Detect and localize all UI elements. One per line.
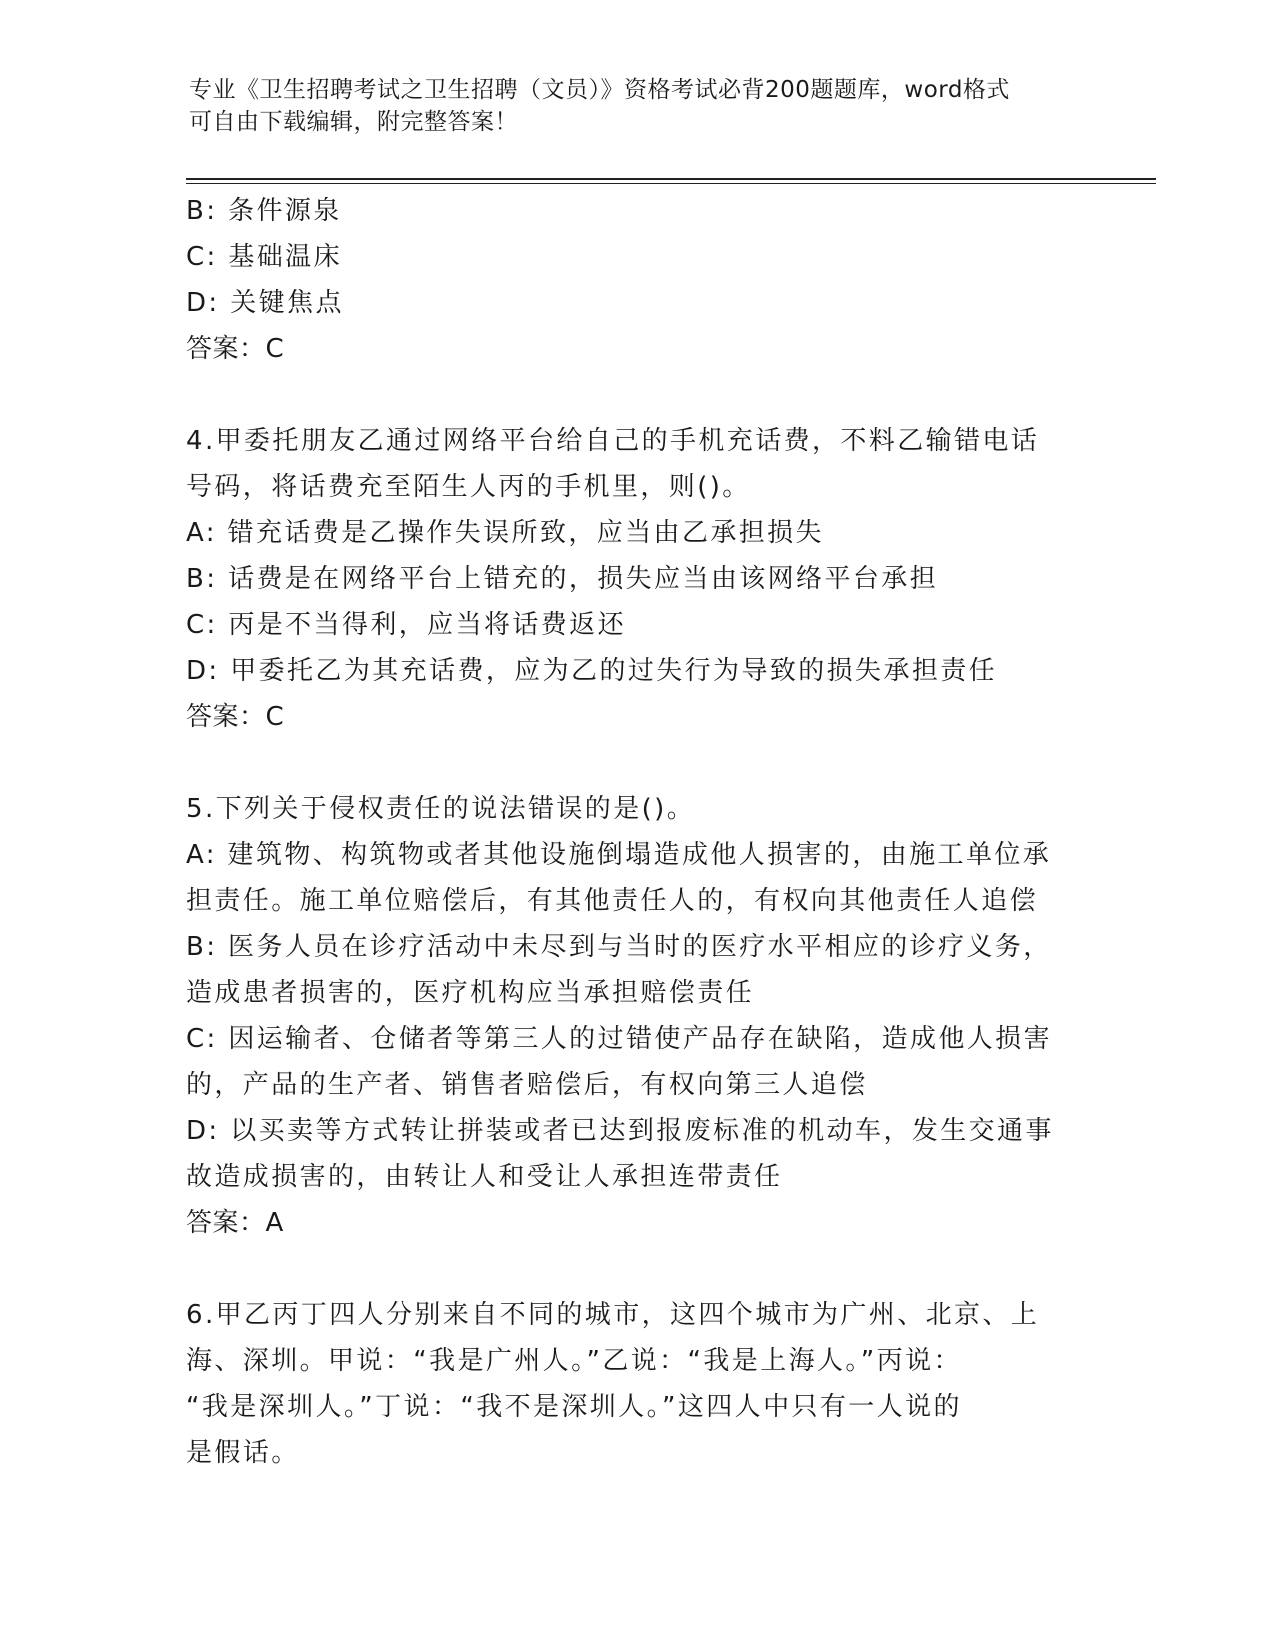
question-block (186, 418, 1086, 740)
header-title-line-1: 专业《卫生招聘考试之卫生招聘（文员）》资格考试必背200题题库，word格式 (189, 77, 1010, 103)
block-spacer (186, 372, 1086, 418)
question-text-line: 造成患者损害的，医疗机构应当承担赔偿责任 (186, 978, 755, 1008)
question-text-line: C: 基础温床 (186, 242, 342, 272)
question-text-line: A: 错充话费是乙操作失误所致，应当由乙承担损失 (186, 518, 824, 548)
question-text-line: 6.甲乙丙丁四人分别来自不同的城市，这四个城市为广州、北京、上 (186, 1300, 1040, 1330)
question-block (186, 188, 1086, 372)
question-block (186, 786, 1086, 1246)
block-spacer (186, 740, 1086, 786)
question-text-line: D: 甲委托乙为其充话费，应为乙的过失行为导致的损失承担责任 (186, 656, 998, 686)
question-text-line: 海、深圳。甲说：“我是广州人。”乙说：“我是上海人。”丙说： (186, 1346, 962, 1376)
question-text-line: C: 因运输者、仓储者等第三人的过错使产品存在缺陷，造成他人损害 (186, 1024, 1052, 1054)
question-text-line: B: 医务人员在诊疗活动中未尽到与当时的医疗水平相应的诊疗义务， (186, 932, 1052, 962)
answer-line: 答案：A (186, 1208, 284, 1238)
page-header (189, 74, 1089, 138)
question-text-line: 担责任。施工单位赔偿后，有其他责任人的，有权向其他责任人追偿 (186, 886, 1039, 916)
header-divider-thin (186, 183, 1156, 184)
question-text-line: B: 条件源泉 (186, 196, 342, 226)
question-text-line: C: 丙是不当得利，应当将话费返还 (186, 610, 626, 640)
question-text-line: 是假话。 (186, 1438, 300, 1468)
answer-line: 答案：C (186, 702, 285, 732)
question-text-line: A: 建筑物、构筑物或者其他设施倒塌造成他人损害的，由施工单位承 (186, 840, 1052, 870)
header-divider-thick (186, 178, 1156, 180)
question-text-line: 故造成损害的，由转让人和受让人承担连带责任 (186, 1162, 783, 1192)
question-block (186, 1292, 1086, 1476)
question-text-line: B: 话费是在网络平台上错充的，损失应当由该网络平台承担 (186, 564, 939, 594)
question-text-line: 4.甲委托朋友乙通过网络平台给自己的手机充话费，不料乙输错电话 (186, 426, 1040, 456)
question-text-line: “我是深圳人。”丁说：“我不是深圳人。”这四人中只有一人说的 (186, 1392, 962, 1422)
question-text-line: 5.下列关于侵权责任的说法错误的是()。 (186, 794, 696, 824)
block-spacer (186, 1246, 1086, 1292)
question-text-line: 的，产品的生产者、销售者赔偿后，有权向第三人追偿 (186, 1070, 868, 1100)
question-list (186, 188, 1086, 1476)
question-text-line: 号码，将话费充至陌生人丙的手机里，则()。 (186, 472, 751, 502)
question-text-line: D: 以买卖等方式转让拼装或者已达到报废标准的机动车，发生交通事 (186, 1116, 1054, 1146)
header-title-line-2: 可自由下载编辑，附完整答案！ (189, 109, 518, 135)
answer-line: 答案：C (186, 334, 285, 364)
question-text-line: D: 关键焦点 (186, 288, 344, 318)
